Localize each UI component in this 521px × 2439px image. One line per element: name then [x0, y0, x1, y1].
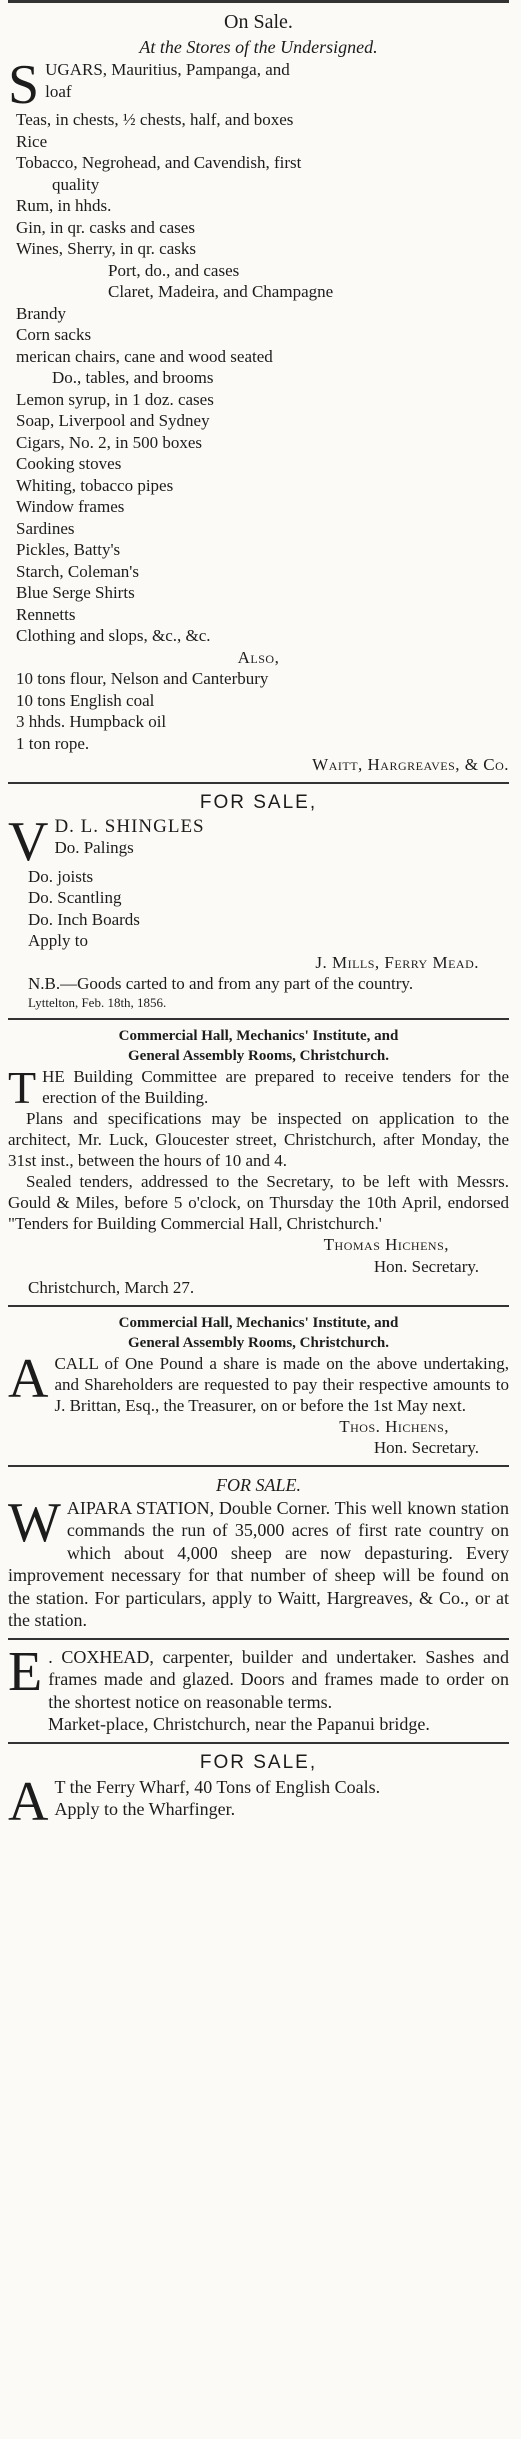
- also-label: Also,: [237, 647, 280, 667]
- ad-line: UGARS, Mauritius, Pampanga, and: [45, 60, 290, 79]
- ad-note: N.B.—Goods carted to and from any part of the country.: [28, 974, 414, 993]
- list-item: Do., tables, and brooms: [52, 368, 214, 387]
- ad-apply: Apply to the Wharfinger.: [54, 1799, 236, 1819]
- divider: [8, 1742, 509, 1744]
- dropcap: T: [8, 1062, 37, 1113]
- list-item: Brandy: [16, 303, 67, 323]
- list-item: quality: [52, 174, 100, 194]
- ad-title: On Sale.: [224, 11, 293, 33]
- ad-share-call: [8, 1313, 509, 1459]
- ad-line: Do. Palings: [54, 838, 134, 857]
- ad-line: Do. Inch Boards: [28, 909, 140, 929]
- ad-paragraph: Sealed tenders, addressed to the Secretary, to be left with Messrs. Gould & Miles, before 5 o'clock, on Thursday the 10th April, endorsed "Tenders for Building Commercial Hall, Christchurch.': [8, 1172, 509, 1233]
- ad-title: FOR SALE.: [216, 1474, 301, 1495]
- dateline: Christchurch, March 27.: [28, 1278, 195, 1297]
- list-item: Soap, Liverpool and Sydney: [16, 411, 210, 430]
- list-item: Blue Serge Shirts: [16, 583, 135, 602]
- list-item: Tobacco, Negrohead, and Cavendish, first: [16, 153, 302, 172]
- ad-address: Market-place, Christchurch, near the Papanui bridge.: [48, 1714, 430, 1734]
- ad-title: FOR SALE,: [199, 1751, 318, 1773]
- ad-heading: Commercial Hall, Mechanics' Institute, and: [118, 1314, 399, 1331]
- ad-waipara-station: [8, 1473, 509, 1632]
- divider: [8, 1638, 509, 1640]
- list-item: merican chairs, cane and wood seated: [16, 346, 273, 366]
- ad-paragraph: T the Ferry Wharf, 40 Tons of English Coals.: [54, 1776, 381, 1797]
- dropcap: W: [8, 1491, 61, 1554]
- list-item: Cooking stoves: [16, 454, 122, 473]
- dropcap: A: [8, 1770, 49, 1833]
- ad-paragraph: Plans and specifications may be inspected on application to the architect, Mr. Luck, Gloucester street, Christchurch, after Monday, the 31st inst., between the hours of 10 and 4.: [8, 1109, 509, 1170]
- dropcap: E: [8, 1640, 43, 1703]
- ad-title: FOR SALE,: [199, 791, 318, 813]
- ad-line: loaf: [45, 81, 72, 101]
- list-item: 1 ton rope.: [16, 733, 90, 753]
- list-item: 10 tons English coal: [16, 690, 155, 710]
- dropcap: V: [8, 810, 49, 873]
- list-item: Rennetts: [16, 604, 76, 624]
- list-item: Pickles, Batty's: [16, 540, 121, 559]
- ad-coxhead: [8, 1640, 509, 1736]
- signature-title: Hon. Secretary.: [373, 1438, 479, 1457]
- ad-coals: [8, 1750, 509, 1833]
- top-rule: [8, 0, 509, 3]
- list-item: Teas, in chests, ½ chests, half, and boxes: [16, 110, 294, 129]
- signature: Waitt, Hargreaves, & Co.: [312, 755, 509, 774]
- ad-on-sale: [8, 9, 509, 776]
- ad-subtitle: At the Stores of the Undersigned.: [139, 37, 378, 57]
- ad-line: D. L. SHINGLES: [54, 815, 205, 837]
- signature: Thos. Hichens,: [339, 1416, 449, 1436]
- list-item: Rum, in hhds.: [16, 196, 112, 215]
- ad-paragraph: HE Building Committee are prepared to receive tenders for the erection of the Building.: [42, 1067, 509, 1107]
- ad-line: Do. Scantling: [28, 888, 122, 907]
- ad-paragraph: AIPARA STATION, Double Corner. This well known station commands the run of 35,000 acres of first rate country on which about 4,000 sheep are now depasturing. Every improvement necessary for that number of sheep will be found on the station. For particulars, apply to Waitt, Hargreaves, & Co., or at the station.: [8, 1497, 509, 1630]
- list-item: Sardines: [16, 518, 75, 538]
- ad-heading: General Assembly Rooms, Christchurch.: [128, 1334, 389, 1351]
- signature-title: Hon. Secretary.: [373, 1256, 479, 1276]
- ad-paragraph: . COXHEAD, carpenter, builder and undertaker. Sashes and frames made and glazed. Doors and frames made to order on the shortest notice on reasonable terms.: [48, 1646, 509, 1712]
- ad-building-tenders: [8, 1026, 509, 1299]
- divider: [8, 782, 509, 784]
- list-item: Port, do., and cases: [108, 260, 240, 280]
- list-item: Starch, Coleman's: [16, 561, 139, 581]
- dateline: Lyttelton, Feb. 18th, 1856.: [28, 995, 167, 1010]
- list-item: 10 tons flour, Nelson and Canterbury: [16, 669, 269, 688]
- dropcap: A: [8, 1347, 49, 1410]
- dropcap: S: [8, 54, 40, 116]
- ad-shingles: [8, 790, 509, 1013]
- divider: [8, 1465, 509, 1467]
- list-item: Gin, in qr. casks and cases: [16, 217, 195, 237]
- ad-paragraph: CALL of One Pound a share is made on the above undertaking, and Shareholders are requested to pay their respective amounts to J. Brittan, Esq., the Treasurer, on or before the 1st May next.: [54, 1353, 509, 1415]
- divider: [8, 1018, 509, 1020]
- list-item: Corn sacks: [16, 325, 92, 344]
- signature: Thomas Hichens,: [323, 1235, 449, 1254]
- signature: J. Mills, Ferry Mead.: [315, 952, 479, 972]
- list-item: Cigars, No. 2, in 500 boxes: [16, 432, 203, 452]
- ad-heading: General Assembly Rooms, Christchurch.: [128, 1048, 389, 1064]
- list-item: Window frames: [16, 497, 125, 516]
- list-item: Claret, Madeira, and Champagne: [108, 282, 334, 301]
- divider: [8, 1305, 509, 1307]
- list-item: Wines, Sherry, in qr. casks: [16, 239, 196, 258]
- ad-line: Do. joists: [28, 866, 94, 886]
- list-item: Lemon syrup, in 1 doz. cases: [16, 389, 214, 409]
- ad-heading: Commercial Hall, Mechanics' Institute, and: [118, 1028, 399, 1044]
- list-item: Whiting, tobacco pipes: [16, 475, 174, 495]
- list-item: Rice: [16, 131, 48, 151]
- list-item: 3 hhds. Humpback oil: [16, 712, 167, 731]
- list-item: Clothing and slops, &c., &c.: [16, 626, 211, 645]
- ad-line: Apply to: [28, 931, 88, 950]
